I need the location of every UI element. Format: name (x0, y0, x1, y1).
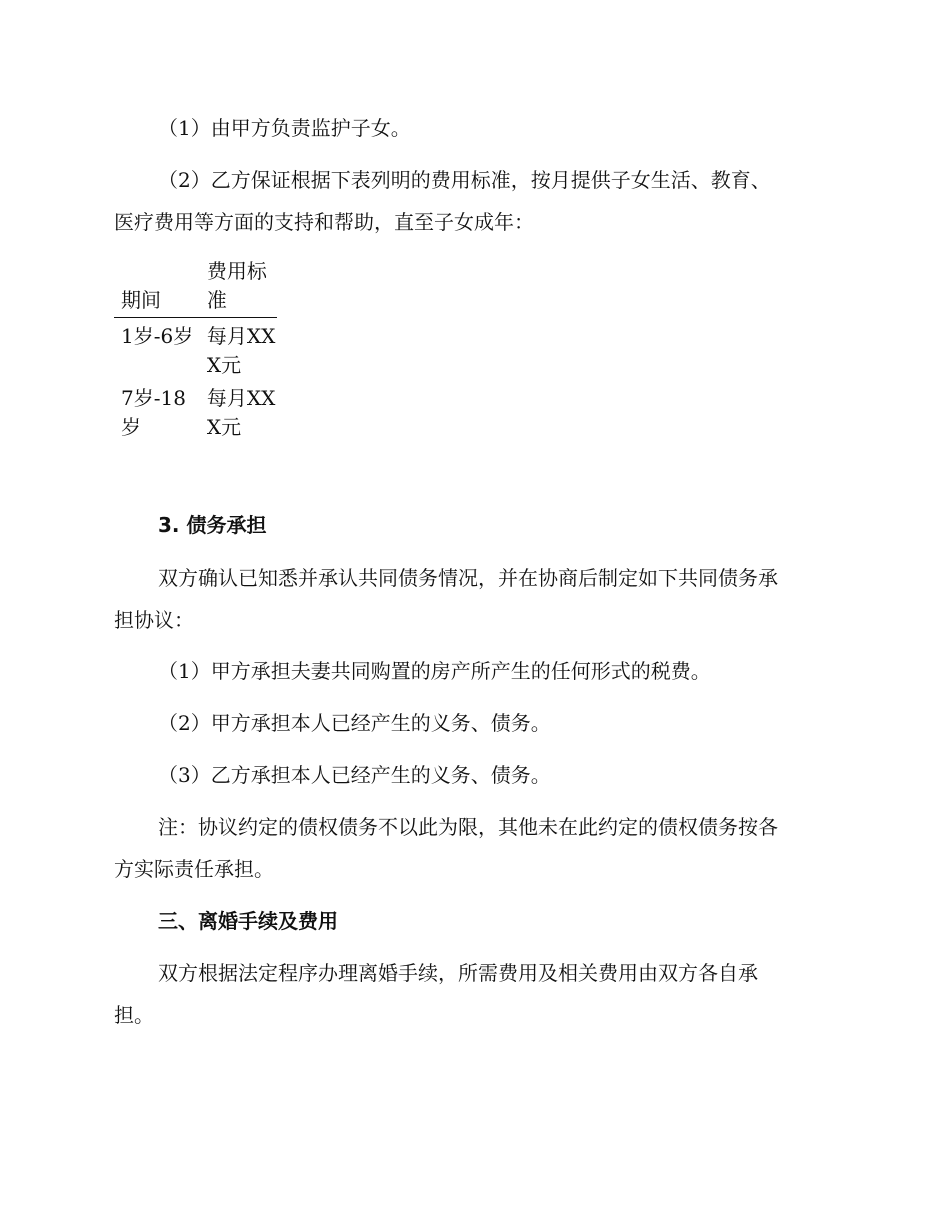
debt-note-line2: 方实际责任承担。 (114, 857, 274, 881)
debt-intro-line1: 双方确认已知悉并承认共同债务情况，并在协商后制定如下共同债务承 (158, 566, 778, 590)
table-row (114, 380, 277, 442)
custody-clause: （1）由甲方负责监护子女。 (158, 116, 411, 140)
header-period: 期间 (114, 257, 200, 318)
support-clause-line2: 医疗费用等方面的支持和帮助，直至子女成年： (114, 210, 534, 234)
row1-fee: 每月XXX元 (206, 324, 276, 377)
table-row (114, 318, 277, 381)
row1-period: 1岁-6岁 (121, 324, 194, 348)
debt-note-line1: 注：协议约定的债权债务不以此为限，其他未在此约定的债权债务按各 (158, 815, 778, 839)
row2-period: 7岁-18岁 (121, 386, 186, 439)
debt-item-3: （3）乙方承担本人已经产生的义务、债务。 (158, 763, 551, 787)
section-debt-heading: 3. 债务承担 (158, 513, 267, 537)
support-clause-line1: （2）乙方保证根据下表列明的费用标准，按月提供子女生活、教育、 (158, 168, 771, 192)
divorce-procedure-line1: 双方根据法定程序办理离婚手续，所需费用及相关费用由双方各自承 (158, 961, 758, 985)
divorce-procedure-line2: 担。 (114, 1003, 154, 1027)
section-divorce-procedure-heading: 三、离婚手续及费用 (158, 909, 338, 933)
debt-intro-line2: 担协议： (114, 608, 194, 632)
table-header-row (114, 257, 277, 318)
header-fee-standard: 费用标准 (200, 257, 277, 318)
debt-item-2: （2）甲方承担本人已经产生的义务、债务。 (158, 711, 551, 735)
fee-standard-table (114, 257, 277, 442)
debt-item-1: （1）甲方承担夫妻共同购置的房产所产生的任何形式的税费。 (158, 659, 711, 683)
row2-fee: 每月XXX元 (206, 386, 276, 439)
